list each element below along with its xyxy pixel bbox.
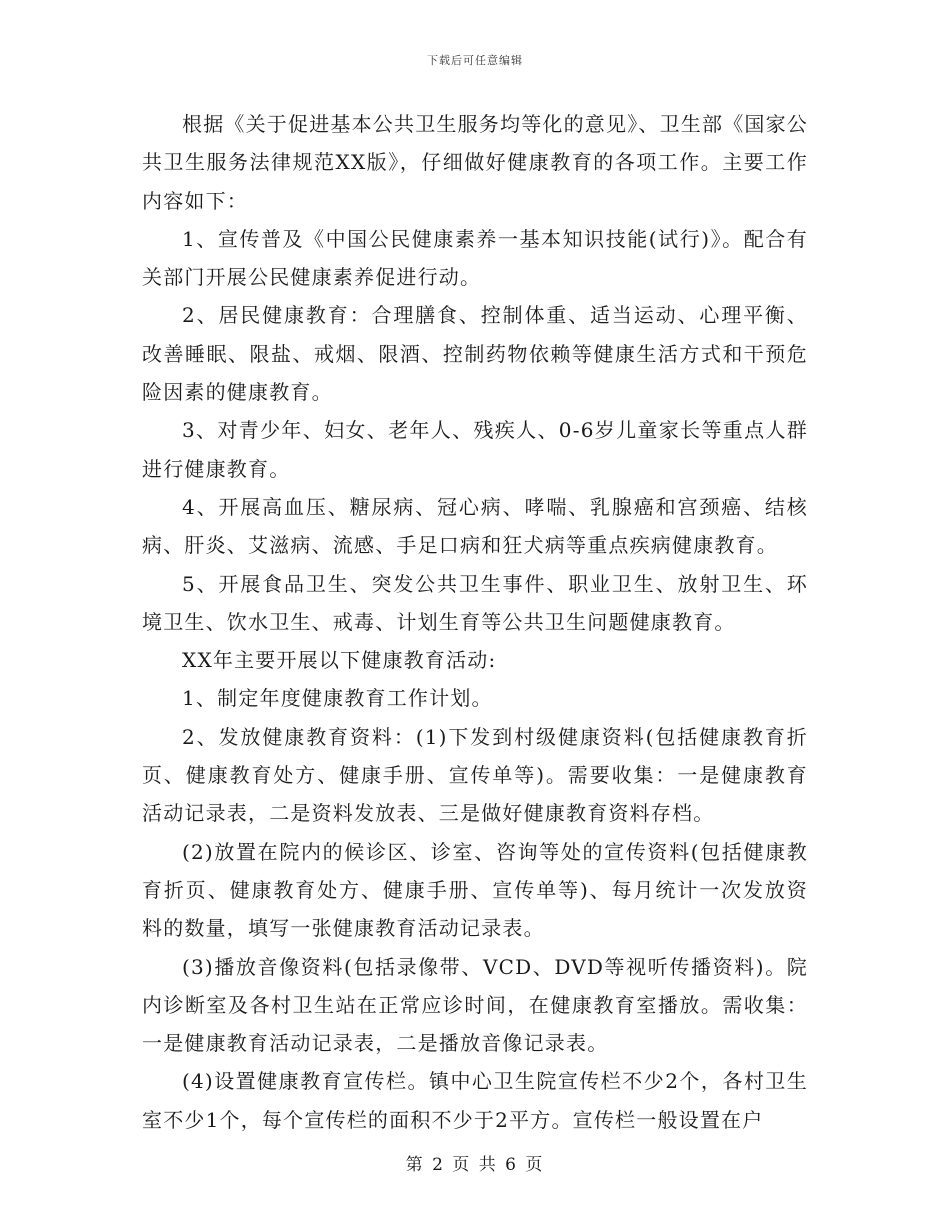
paragraph-item: 2、居民健康教育：合理膳食、控制体重、适当运动、心理平衡、改善睡眠、限盐、戒烟、限酒、控制药物依赖等健康生活方式和干预危险因素的健康教育。 (142, 303, 808, 405)
page-number: 第 2 页 共 6 页 (405, 1155, 545, 1175)
paragraph-item: (2)放置在院内的候诊区、诊室、咨询等处的宣传资料(包括健康教育折页、健康教育处方、健康手册、宣传单等)、每月统计一次发放资料的数量，填写一张健康教育活动记录表。 (142, 839, 808, 941)
paragraph-item: 1、宣传普及《中国公民健康素养一基本知识技能(试行)》。配合有关部门开展公民健康素养促进行动。 (142, 226, 808, 290)
paragraph-item: 1、制定年度健康教育工作计划。 (182, 686, 493, 711)
paragraph-subheading: XX年主要开展以下健康教育活动: (182, 648, 497, 673)
page-header: 下载后可任意编辑 (427, 54, 523, 67)
paragraph-item: 2、发放健康教育资料：(1)下发到村级健康资料(包括健康教育折页、健康教育处方、健康手册、宣传单等)。需要收集：一是健康教育活动记录表，二是资料发放表、三是做好健康教育资料存档。 (142, 724, 808, 826)
paragraph-intro: 根据《关于促进基本公共卫生服务均等化的意见》、卫生部《国家公共卫生服务法律规范XX版》，仔细做好健康教育的各项工作。主要工作内容如下： (142, 112, 808, 213)
paragraph-item: 5、开展食品卫生、突发公共卫生事件、职业卫生、放射卫生、环境卫生、饮水卫生、戒毒、计划生育等公共卫生问题健康教育。 (142, 571, 808, 634)
document-body (142, 105, 808, 1139)
paragraph-item: (4)设置健康教育宣传栏。镇中心卫生院宣传栏不少2个，各村卫生室不少1个，每个宣传栏的面积不少于2平方。宣传栏一般设置在户 (142, 1069, 808, 1132)
paragraph-item: 4、开展高血压、糖尿病、冠心病、哮喘、乳腺癌和宫颈癌、结核病、肝炎、艾滋病、流感、手足口病和狂犬病等重点疾病健康教育。 (142, 494, 808, 558)
paragraph-item: 3、对青少年、妇女、老年人、残疾人、0-6岁儿童家长等重点人群进行健康教育。 (142, 418, 808, 481)
paragraph-item: (3)播放音像资料(包括录像带、VCD、DVD等视听传播资料)。院内诊断室及各村卫生站在正常应诊时间，在健康教育室播放。需收集：一是健康教育活动记录表，二是播放音像记录表。 (142, 954, 808, 1056)
